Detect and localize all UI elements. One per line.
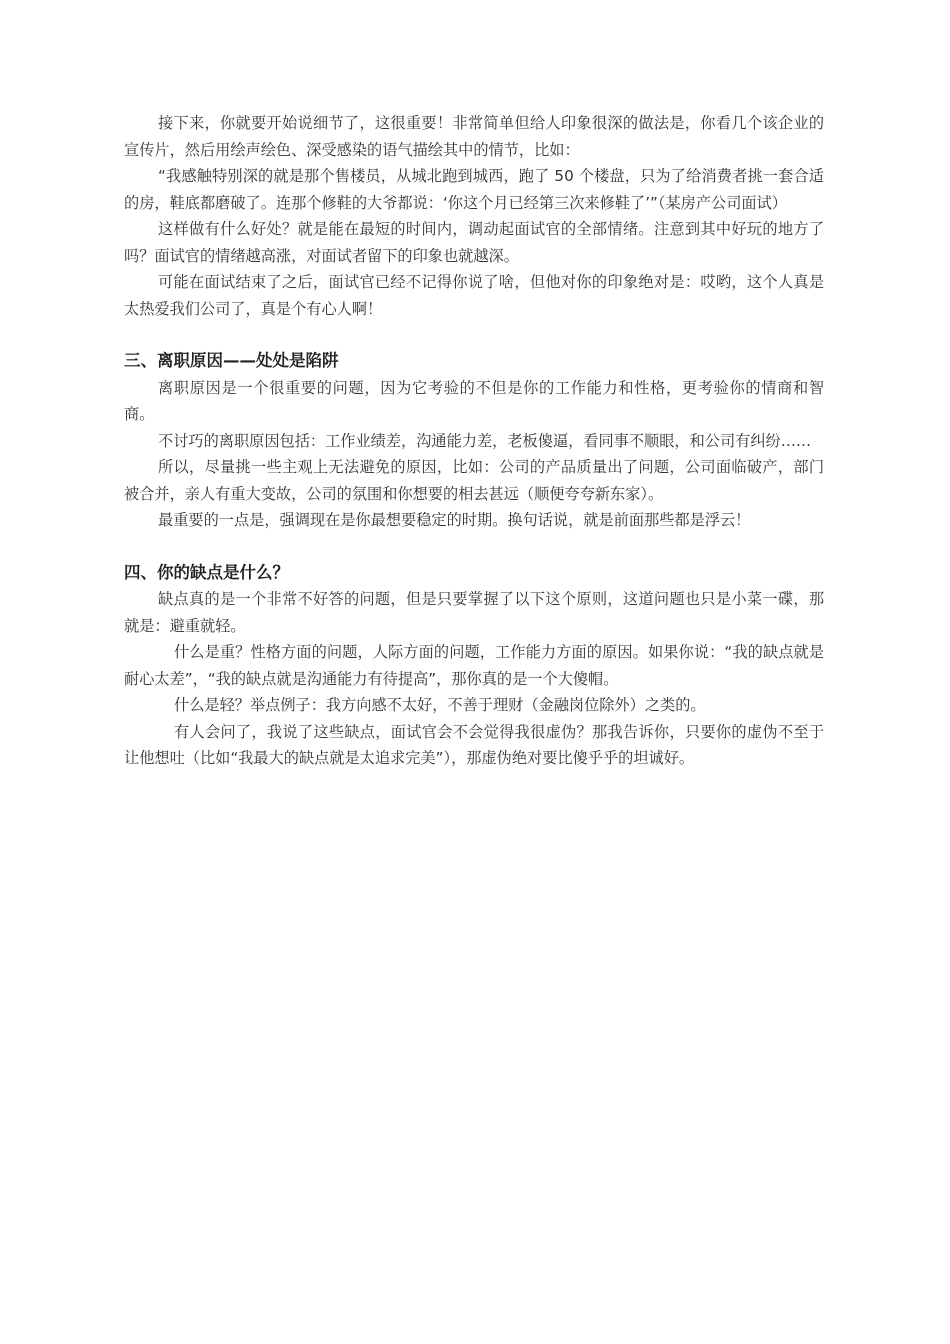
- paragraph: 接下来，你就要开始说细节了，这很重要！非常简单但给人印象很深的做法是，你看几个该企业的宣传片，然后用绘声绘色、深受感染的语气描绘其中的情节，比如：: [124, 114, 824, 159]
- paragraph: 不讨巧的离职原因包括：工作业绩差，沟通能力差，老板傻逼，看同事不顺眼，和公司有纠纷……: [158, 431, 812, 450]
- section-spacer: [124, 322, 824, 348]
- section-intro: [124, 110, 824, 322]
- section-three: [124, 348, 824, 534]
- paragraph: 可能在面试结束了之后，面试官已经不记得你说了啥，但他对你的印象绝对是：哎哟，这个人真是太热爱我们公司了，真是个有心人啊！: [124, 273, 824, 318]
- paragraph: 什么是轻？举点例子：我方向感不太好，不善于理财（金融岗位除外）之类的。: [174, 696, 706, 714]
- document-page: [124, 110, 824, 772]
- paragraph: 最重要的一点是，强调现在是你最想要稳定的时期。换句话说，就是前面那些都是浮云！: [158, 511, 751, 529]
- section-four: [124, 560, 824, 772]
- paragraph: 有人会问了，我说了这些缺点，面试官会不会觉得我很虚伪？那我告诉你，只要你的虚伪不至于让他想吐（比如“我最大的缺点就是太追求完美”），那虚伪绝对要比傻乎乎的坦诚好。: [124, 722, 824, 767]
- paragraph: 离职原因是一个很重要的问题，因为它考验的不但是你的工作能力和性格，更考验你的情商和智商。: [124, 378, 824, 423]
- section-heading: 三、离职原因——处处是陷阱: [124, 351, 339, 370]
- paragraph: 这样做有什么好处？就是能在最短的时间内，调动起面试官的全部情绪。注意到其中好玩的地方了吗？面试官的情绪越高涨，对面试者留下的印象也就越深。: [124, 220, 824, 265]
- paragraph: 缺点真的是一个非常不好答的问题，但是只要掌握了以下这个原则，这道问题也只是小菜一碟，那就是：避重就轻。: [124, 590, 824, 635]
- section-spacer: [124, 534, 824, 560]
- paragraph: 所以，尽量挑一些主观上无法避免的原因，比如：公司的产品质量出了问题，公司面临破产，部门被合并，亲人有重大变故，公司的氛围和你想要的相去甚远（顺便夸夸新东家）。: [124, 458, 824, 503]
- paragraph-quote: “我感触特别深的就是那个售楼员，从城北跑到城西，跑了 50 个楼盘，只为了给消费者挑一套合适的房，鞋底都磨破了。连那个修鞋的大爷都说：‘你这个月已经第三次来修鞋了’”（某房产公司面试）: [124, 167, 824, 212]
- paragraph: 什么是重？性格方面的问题，人际方面的问题，工作能力方面的原因。如果你说：“我的缺点就是耐心太差”，“我的缺点就是沟通能力有待提高”，那你真的是一个大傻帽。: [124, 643, 824, 688]
- section-heading: 四、你的缺点是什么？: [124, 562, 289, 582]
